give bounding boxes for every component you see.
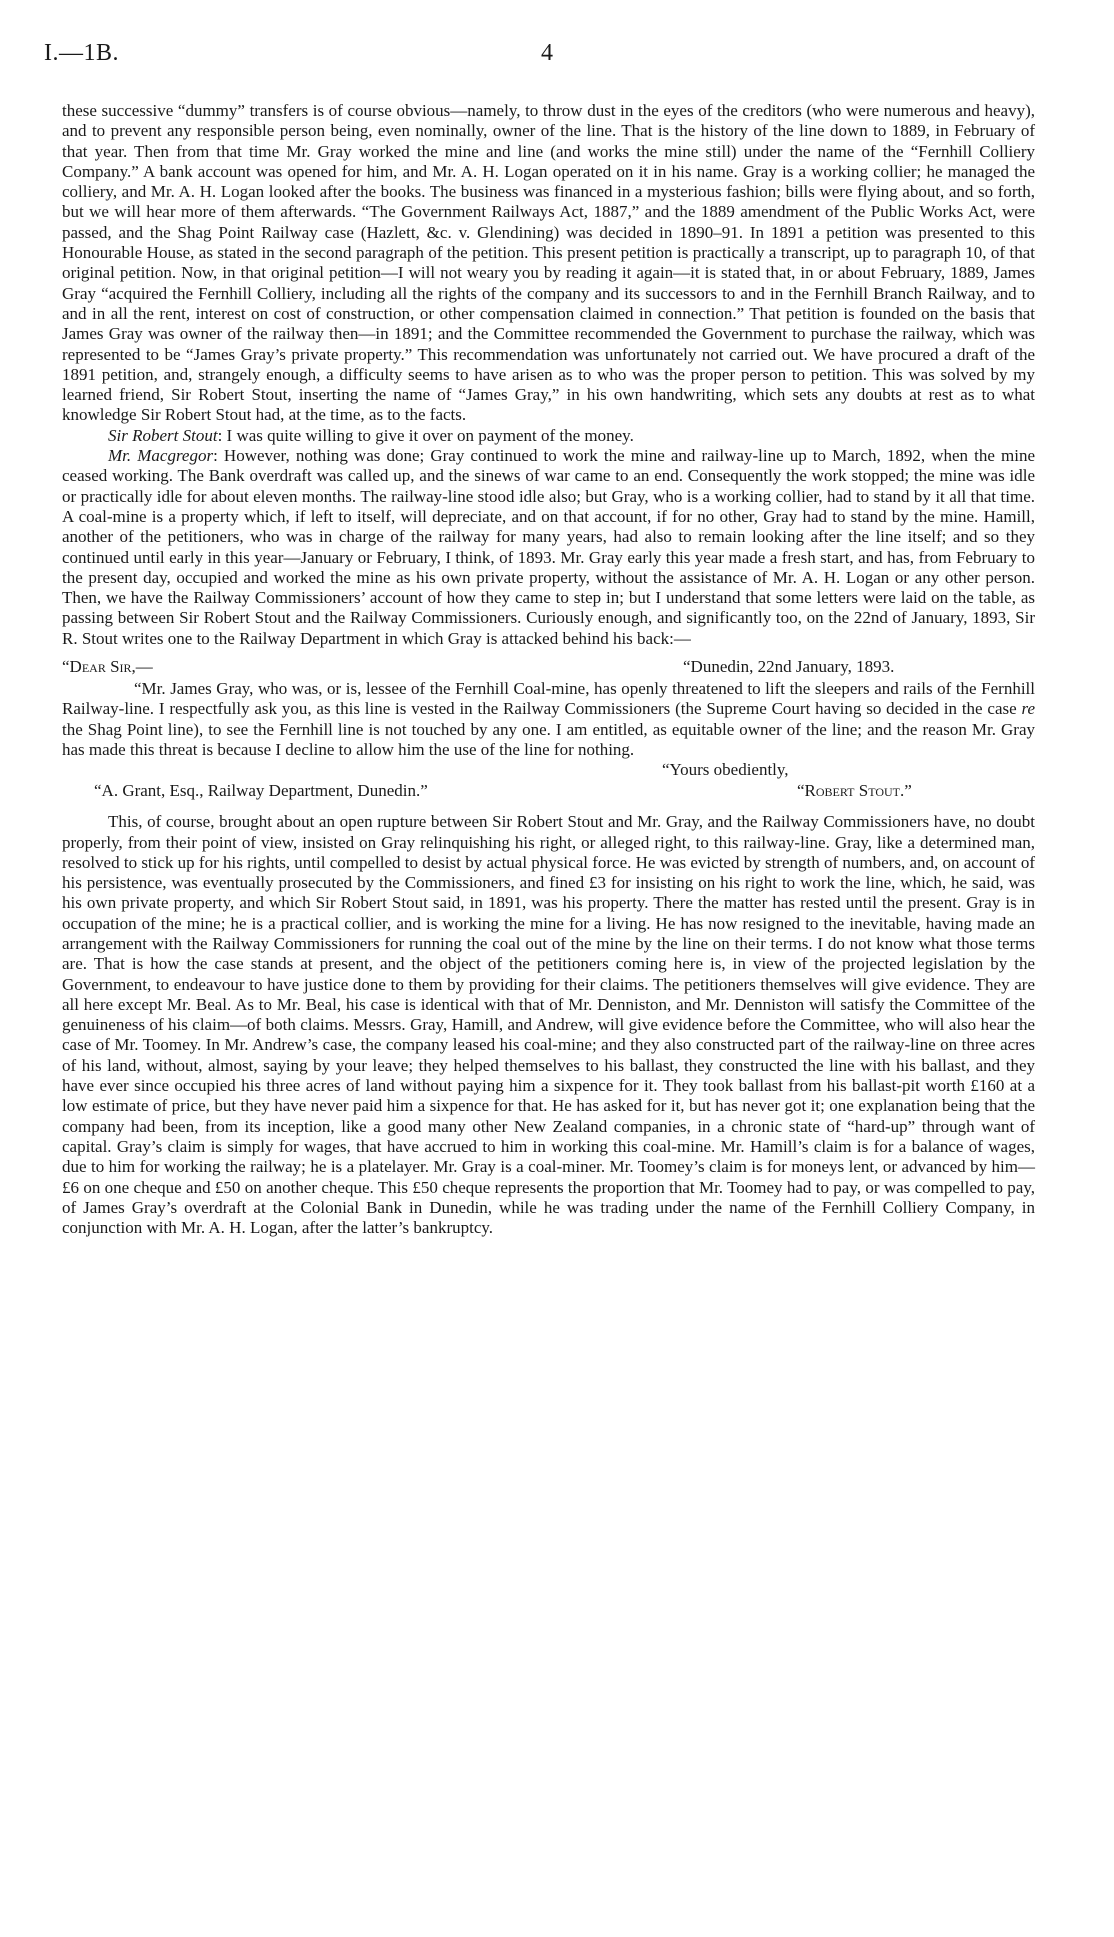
letter-signature-line [62, 781, 1035, 802]
letter-body-part: the Shag Point line), to see the Fernhill line is not touched by any one. I am entitled, as equitable owner of the line; and the reason Mr. Gray has made this threat is because I decline to allow him the use of the line for nothing. [62, 719, 1035, 759]
paragraph-history: these successive “dummy” transfers is of course obvious—namely, to throw dust in the eyes of the creditors (who were numerous and heavy), and to prevent any responsible person being, even nominally, owner of the line. That is the history of the line down to 1889, in February of that year. Then from that time Mr. Gray worked the mine and line (and works the mine still) under the name of the “Fernhill Colliery Company.” A bank account was opened for him, and Mr. A. H. Logan operated on it in his name. Gray is a working collier; he managed the colliery, and Mr. A. H. Logan looked after the books. The business was financed in a mysterious fashion; bills were flying about, and so forth, but we will hear more of them afterwards. “The Government Railways Act, 1887,” and the 1889 amendment of the Public Works Act, were passed, and the Shag Point Railway case (Hazlett, &c. v. Glendining) was decided in 1890–91. In 1891 a petition was presented to this Honourable House, as stated in the second paragraph of the petition. This present petition is practically a transcript, up to paragraph 10, of that original petition. Now, in that original petition—I will not weary you by reading it again—it is stated that, in or about February, 1889, James Gray “acquired the Fernhill Colliery, including all the rights of the company and its successors to and in the Fernhill Branch Railway, and to and in all the rent, interest on cost of construction, or other compensation claimed in connection.” That petition is founded on the basis that James Gray was owner of the railway then—in 1891; and the Committee recommended the Government to purchase the railway, which was represented to be “James Gray’s private property.” This recommendation was unfortunately not carried out. We have procured a draft of the 1891 petition, and, strangely enough, a difficulty seems to have arisen as to who was the proper person to petition. This was solved by my learned friend, Sir Robert Stout, inserting the name of “James Gray,” in his own handwriting, which sets any doubts at rest as to what knowledge Sir Robert Stout had, at the time, as to the facts. [62, 101, 1035, 425]
paragraph-rupture: This, of course, brought about an open rupture between Sir Robert Stout and Mr. Gray, and the Railway Commissioners have, no doubt properly, from their point of view, insisted on Gray relinquishing his right, or alleged right, to this railway-line. Gray, like a determined man, resolved to stick up for his rights, until compelled to desist by actual physical force. He was evicted by strength of numbers, and, on account of his persistence, was eventually prosecuted by the Commissioners, and fined £3 for insisting on his right to work the line, which, he said, was his own private property, and which Sir Robert Stout said, in 1891, was his property. There the matter has rested until the present. Gray is in occupation of the mine; he is a practical collier, and is working the mine for a living. He has now resigned to the inevitable, having made an arrangement with the Railway Commissioners for running the coal out of the mine by the line on their terms. I do not know what those terms are. That is how the case stands at present, and the object of the petitioners coming here is, in view of the projected legislation by the Government, to endeavour to have justice done to them by providing for their claims. The petitioners themselves will give evidence. They are all here except Mr. Beal. As to Mr. Beal, his case is identical with that of Mr. Denniston, and Mr. Denniston will satisfy the Committee of the genuineness of his claim—of both claims. Messrs. Gray, Hamill, and Andrew, will give evidence before the Committee, who will also hear the case of Mr. Toomey. In Mr. Andrew’s case, the company leased his coal-mine; and they also constructed part of the railway-line on three acres of his land, without, almost, saying by your leave; they helped themselves to his ballast, they constructed the line with his ballast, and they have ever since occupied his three acres of land without paying him a sixpence for it. They took ballast from his ballast-pit worth £160 at a low estimate of price, but they have never paid him a sixpence for that. He has asked for it, but has never got it; one explanation being that the company had been, from its inception, like a good many other New Zealand companies, in a chronic state of “hard-up” through want of capital. Gray’s claim is simply for wages, that have accrued to him in working this coal-mine. Mr. Hamill’s claim is for a balance of wages, due to him for working the railway; he is a platelayer. Mr. Gray is a coal-miner. Mr. Toomey’s claim is for moneys lent, or advanced by him—£6 on one cheque and £50 on another cheque. This £50 cheque represents the proportion that Mr. Toomey had to pay, or was compelled to pay, of James Gray’s overdraft at the Colonial Bank in Dunedin, while he was trading under the name of the Fernhill Colliery Company, in conjunction with Mr. A. H. Logan, after the latter’s bankruptcy. [62, 812, 1036, 1238]
letter-signature: “Robert Stout.” [797, 781, 912, 801]
page-number: 4 [541, 40, 553, 66]
page-body [62, 101, 1035, 1238]
speaker-text: : I was quite willing to give it over on payment of the money. [217, 425, 634, 445]
speaker-text: : However, nothing was done; Gray continued to work the mine and railway-line up to March, 1892, when the mine ceased working. The Bank overdraft was called up, and the sinews of war came to an end. Consequently the work stopped; the mine was idle or practically idle for about eleven months. The railway-line stood idle also; but Gray, who is a working collier, had to stand by it all that time. A coal-mine is a property which, if left to itself, will depreciate, and on that account, if for no other, Gray had to stand by the mine. Hamill, another of the petitioners, who was in charge of the railway for many years, had also to remain looking after the line itself; and so they continued until early in this year—January or February, I think, of 1893. Mr. Gray early this year made a fresh start, and has, from February to the present day, occupied and worked the mine as his own private property, without the assistance of Mr. A. H. Logan or any other person. Then, we have the Railway Commissioners’ account of how they came to step in; but I understand that some letters were laid on the table, as passing between Sir Robert Stout and the Railway Commissioners. Curiously enough, and significantly too, on the 22nd of January, 1893, Sir R. Stout writes one to the Railway Department in which Gray is attacked behind his back:— [62, 446, 1035, 648]
letter-closing-line [62, 760, 1035, 781]
letter-addressee: “A. Grant, Esq., Railway Department, Dunedin.” [94, 781, 428, 801]
page-header [44, 40, 1014, 76]
letter-date: “Dunedin, 22nd January, 1893. [683, 657, 895, 677]
speaker-name: Mr. Macgregor [108, 446, 214, 466]
letter-body-part: “Mr. James Gray, who was, or is, lessee of the Fernhill Coal-mine, has openly threatened to lift the sleepers and rails of the Fernhill Railway-line. I respectfully ask you, as this line is vested in the Railway Commissioners (the Supreme Court having so decided in the case [62, 679, 1035, 719]
letter-body-italic: re [1021, 699, 1035, 719]
letter-body [62, 679, 1035, 760]
letter-close: “Yours obediently, [662, 760, 789, 780]
speaker-name: Sir Robert Stout [108, 425, 218, 445]
letter-heading [62, 657, 1035, 679]
paragraph-stout-remark [62, 426, 1035, 446]
letter-salutation: “Dear Sir,— [62, 657, 153, 677]
page-reference: I.—1B. [44, 40, 119, 66]
paragraph-macgregor [62, 446, 1035, 649]
